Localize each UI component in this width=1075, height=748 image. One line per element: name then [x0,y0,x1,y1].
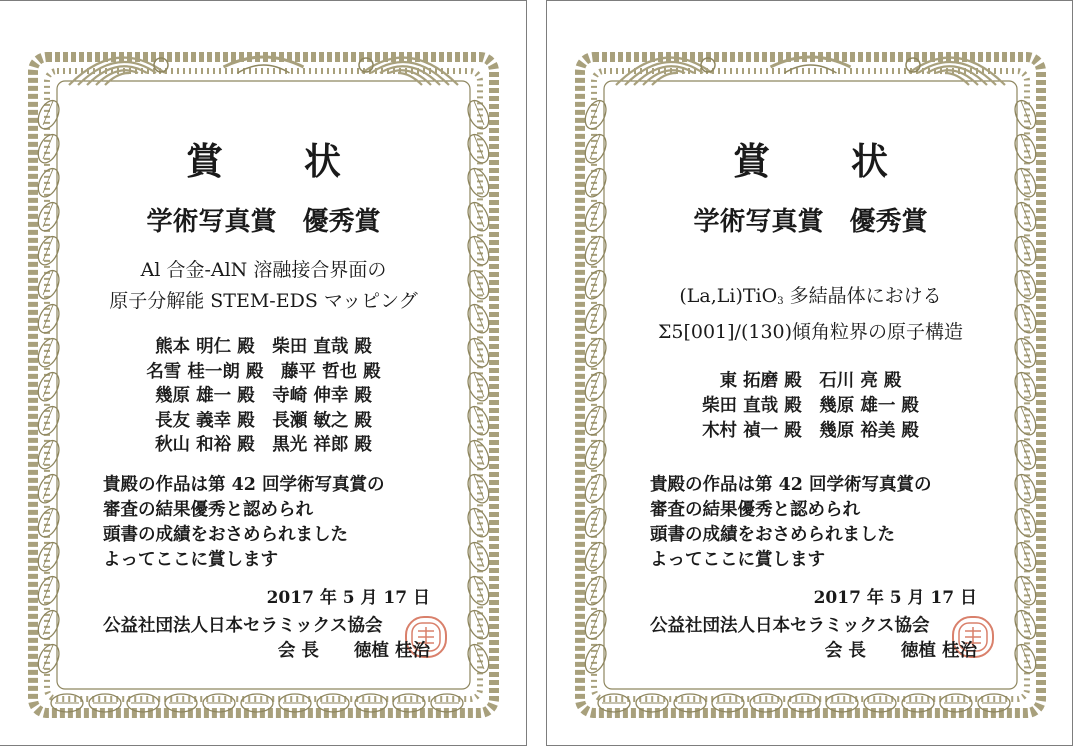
work-title-line: Σ5[001]/(130)傾角粒界の原子構造 [657,321,964,343]
statement-line: 審査の結果優秀と認められ [650,500,860,520]
recipient-row: 東 拓磨 殿 石川 亮 殿 [719,371,902,391]
certificate-title: 賞 状 [186,139,375,183]
issuing-organization: 公益社団法人日本セラミックス協会 [650,616,930,636]
work-title-line: Al 合金-AlN 溶融接合界面の [140,259,387,281]
work-title-line: 原子分解能 STEM-EDS マッピング [109,290,418,312]
certificate-left [0,0,527,746]
recipient-list [574,369,1047,444]
president-signature: 会 長 徳植 桂治 [277,641,430,661]
recipient-row: 柴田 直哉 殿 幾原 雄一 殿 [702,396,919,416]
subscript: 3 [777,296,784,307]
award-name: 学術写真賞 優秀賞 [693,207,928,237]
president-signature: 会 長 徳植 桂治 [824,641,977,661]
statement-line: 貴殿の作品は第 42 回学術写真賞の [650,475,932,495]
award-name: 学術写真賞 優秀賞 [146,207,381,237]
recipient-row: 名雪 桂一朗 殿 藤平 哲也 殿 [146,361,381,382]
award-statement [103,473,385,573]
recipient-row: 長友 義幸 殿 長瀬 敏之 殿 [155,410,372,431]
award-statement [650,473,932,573]
statement-line: 審査の結果優秀と認められ [103,500,313,520]
statement-line: 貴殿の作品は第 42 回学術写真賞の [103,475,385,495]
award-date: 2017 年 5 月 17 日 [813,588,977,608]
award-date: 2017 年 5 月 17 日 [266,588,430,608]
statement-line: よってここに賞します [103,550,278,570]
recipient-row: 熊本 明仁 殿 柴田 直哉 殿 [155,337,372,357]
issuing-organization: 公益社団法人日本セラミックス協会 [103,616,383,636]
statement-line: 頭書の成績をおさめられました [650,525,895,545]
statement-line: よってここに賞します [650,550,825,570]
certificate-title: 賞 状 [733,139,922,183]
work-title [574,281,1047,348]
certificate-right [546,0,1073,746]
recipient-row: 秋山 和裕 殿 黒光 祥郎 殿 [155,435,372,455]
work-title [27,255,500,317]
recipient-row: 木村 禎一 殿 幾原 裕美 殿 [702,421,919,441]
recipient-row: 幾原 雄一 殿 寺崎 伸幸 殿 [155,386,372,406]
work-title-line: (La,Li)TiO$_3$ 多結晶体における [679,285,942,307]
statement-line: 頭書の成績をおさめられました [103,525,348,545]
recipient-list [27,335,500,458]
